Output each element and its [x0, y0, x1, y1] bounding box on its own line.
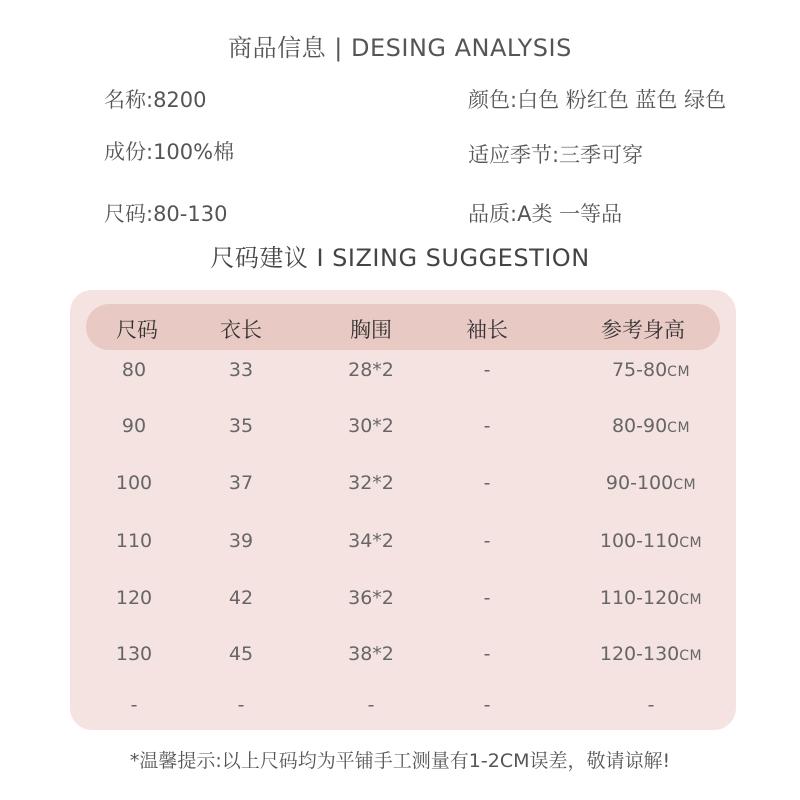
cell-size-value: - [130, 694, 138, 716]
height-unit: CM [667, 420, 691, 436]
cell-height-value: 120-130 [599, 643, 680, 665]
cell-height [612, 415, 690, 437]
sizing-title: 尺码建议 I SIZING SUGGESTION [210, 244, 590, 272]
cell-length [238, 694, 245, 716]
cell-length [229, 472, 253, 494]
cell-length-value: - [237, 694, 245, 716]
cell-height [600, 530, 702, 552]
cell-size [122, 359, 146, 381]
cell-height-value: 100-110 [599, 530, 680, 552]
cell-chest [348, 415, 394, 437]
cell-length [229, 530, 253, 552]
cell-chest-value: 36*2 [348, 587, 394, 609]
product-quality: 品质:A类 一等品 [468, 202, 623, 226]
cell-height [606, 472, 696, 494]
cell-size-value: 90 [121, 415, 147, 437]
height-unit: CM [667, 364, 691, 380]
cell-height-value: 90-100 [605, 472, 674, 494]
cell-sleeve [484, 587, 491, 609]
product-name: 名称:8200 [104, 88, 207, 112]
height-unit: CM [679, 592, 703, 608]
product-info-title: 商品信息 | DESING ANALYSIS [228, 34, 572, 62]
cell-length [229, 587, 253, 609]
header-length: 衣长 [220, 318, 262, 342]
cell-size [122, 415, 146, 437]
cell-sleeve [484, 359, 491, 381]
size-table [70, 290, 736, 730]
cell-height [648, 694, 655, 716]
cell-sleeve-value: - [483, 643, 491, 665]
cell-sleeve-value: - [483, 694, 491, 716]
cell-chest [348, 530, 394, 552]
cell-length [229, 643, 253, 665]
cell-sleeve [484, 472, 491, 494]
header-sleeve: 袖长 [466, 318, 508, 342]
product-season: 适应季节:三季可穿 [468, 143, 644, 167]
cell-chest [368, 694, 375, 716]
cell-sleeve-value: - [483, 359, 491, 381]
cell-length-value: 42 [228, 587, 254, 609]
cell-height-value: - [647, 694, 655, 716]
cell-length-value: 39 [228, 530, 254, 552]
cell-sleeve [484, 694, 491, 716]
cell-size [131, 694, 138, 716]
cell-length [229, 359, 253, 381]
cell-size-value: 120 [115, 587, 153, 609]
cell-length-value: 37 [228, 472, 254, 494]
cell-size-value: 110 [115, 530, 153, 552]
cell-height [600, 587, 702, 609]
footnote: *温馨提示:以上尺码均为平铺手工测量有1-2CM误差，敬请谅解! [129, 750, 671, 772]
cell-size-value: 100 [115, 472, 153, 494]
cell-sleeve-value: - [483, 472, 491, 494]
cell-size [116, 587, 152, 609]
height-unit: CM [679, 648, 703, 664]
product-size-range: 尺码:80-130 [104, 202, 228, 226]
cell-height-value: 80-90 [611, 415, 668, 437]
cell-size-value: 130 [115, 643, 153, 665]
cell-length-value: 35 [228, 415, 254, 437]
cell-sleeve [484, 415, 491, 437]
cell-size-value: 80 [121, 359, 147, 381]
cell-chest-value: 30*2 [348, 415, 394, 437]
cell-sleeve [484, 530, 491, 552]
cell-height-value: 110-120 [599, 587, 680, 609]
cell-height [600, 643, 702, 665]
cell-chest-value: 34*2 [348, 530, 394, 552]
product-material: 成份:100%棉 [104, 140, 235, 164]
cell-chest-value: 38*2 [348, 643, 394, 665]
cell-size [116, 643, 152, 665]
height-unit: CM [673, 477, 697, 493]
header-chest: 胸围 [350, 318, 392, 342]
height-unit: CM [679, 535, 703, 551]
header-size: 尺码 [116, 318, 158, 342]
cell-chest [348, 472, 394, 494]
cell-sleeve-value: - [483, 587, 491, 609]
cell-chest-value: 28*2 [348, 359, 394, 381]
cell-sleeve-value: - [483, 530, 491, 552]
cell-chest-value: - [367, 694, 375, 716]
cell-chest-value: 32*2 [348, 472, 394, 494]
cell-height [612, 359, 690, 381]
cell-chest [348, 643, 394, 665]
cell-size [116, 530, 152, 552]
cell-height-value: 75-80 [611, 359, 668, 381]
cell-chest [348, 359, 394, 381]
cell-chest [348, 587, 394, 609]
cell-sleeve [484, 643, 491, 665]
product-colors: 颜色:白色 粉红色 蓝色 绿色 [468, 88, 727, 112]
header-height: 参考身高 [601, 318, 685, 342]
cell-length [229, 415, 253, 437]
cell-length-value: 33 [228, 359, 254, 381]
cell-sleeve-value: - [483, 415, 491, 437]
cell-size [116, 472, 152, 494]
cell-length-value: 45 [228, 643, 254, 665]
